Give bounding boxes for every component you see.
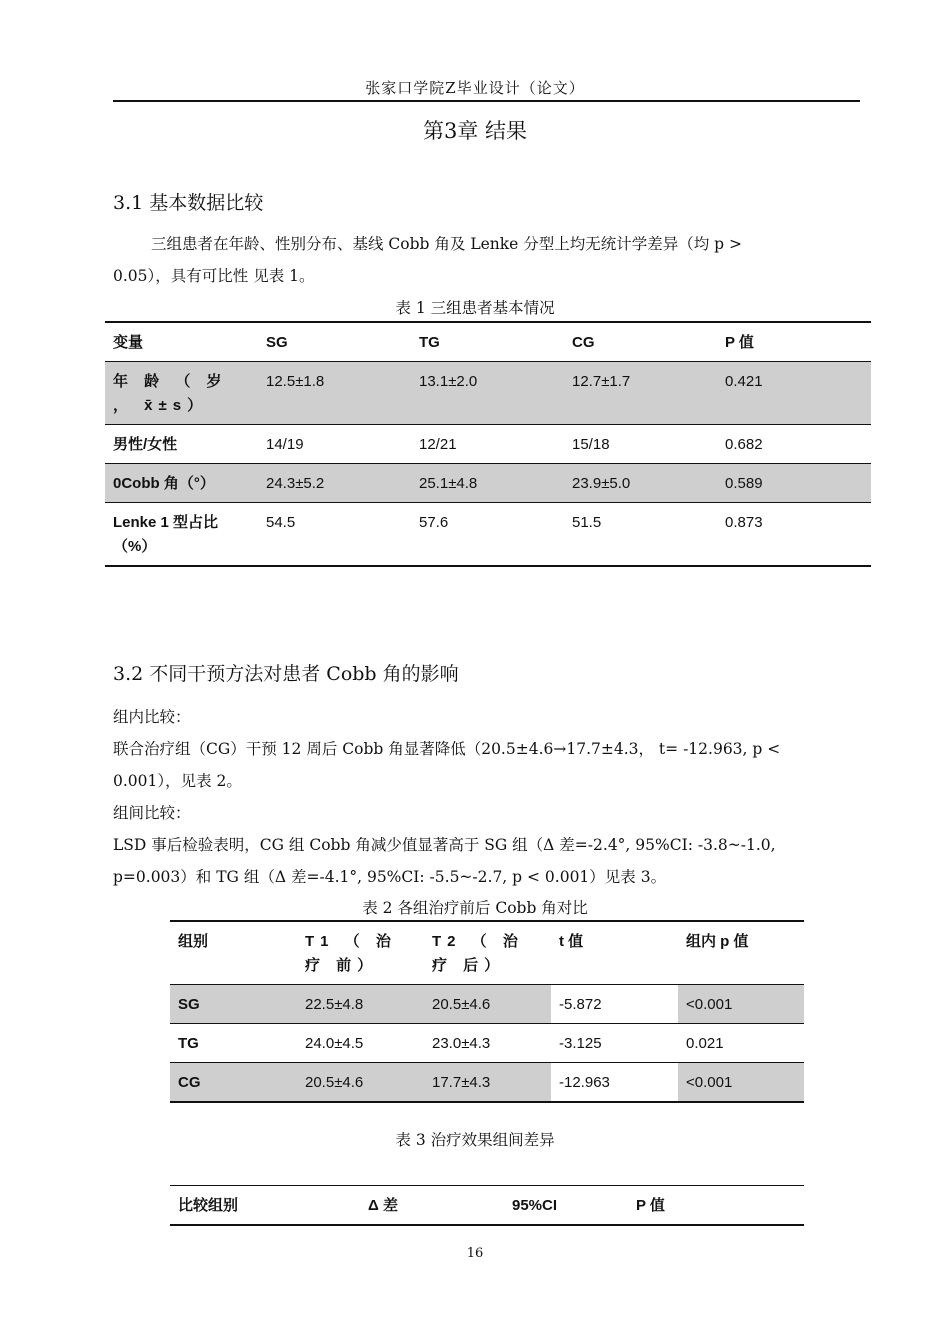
table-cell: 0.873: [717, 503, 871, 567]
table-row: [105, 362, 871, 425]
table-row-label: CG: [170, 1063, 297, 1103]
table1-caption: 表 1 三组患者基本情况: [395, 299, 555, 317]
paragraph-line: p=0.003）和 TG 组（Δ 差=-4.1°, 95%CI: -5.5~-2.7, p < 0.001）见表 3。: [113, 868, 667, 886]
table-row: [105, 425, 871, 464]
table-cell: 12.7±1.7: [564, 362, 717, 425]
table-cell: <0.001: [678, 985, 804, 1024]
table-cell: 24.3±5.2: [258, 464, 411, 503]
table-cell: 15/18: [564, 425, 717, 464]
chapter-title: 第3章 结果: [422, 119, 528, 143]
table2-caption: 表 2 各组治疗前后 Cobb 角对比: [362, 899, 588, 917]
table-cell: -12.963: [551, 1063, 678, 1103]
table-cell: 0.589: [717, 464, 871, 503]
table-header-cell: Δ 差: [368, 1197, 398, 1214]
table-cell: 17.7±4.3: [424, 1063, 551, 1103]
table-row-label: Lenke 1 型占比（%）: [105, 503, 258, 567]
section-2-body: [113, 701, 861, 893]
table-row: [105, 464, 871, 503]
table-cell: 24.0±4.5: [297, 1024, 424, 1063]
table-cell: 51.5: [564, 503, 717, 567]
section-heading-3-1: 3.1 基本数据比较: [113, 192, 264, 214]
table-header-cell: 变量: [105, 322, 258, 362]
table-cell: 23.0±4.3: [424, 1024, 551, 1063]
table-cell: 12.5±1.8: [258, 362, 411, 425]
table-cell: 22.5±4.8: [297, 985, 424, 1024]
table-row: [170, 1024, 804, 1063]
paragraph-line: LSD 事后检验表明，CG 组 Cobb 角减少值显著高于 SG 组（Δ 差=-2.4°, 95%CI: -3.8~-1.0,: [113, 836, 776, 854]
table3: [170, 1185, 804, 1226]
header-rule: [113, 100, 860, 102]
table-cell: -5.872: [551, 985, 678, 1024]
table-row: [105, 503, 871, 567]
table-cell: 14/19: [258, 425, 411, 464]
intra-group-label: 组内比较：: [113, 708, 191, 726]
table-header-cell: SG: [258, 322, 411, 362]
table-header-cell: t 值: [551, 921, 678, 985]
table-cell: 23.9±5.0: [564, 464, 717, 503]
table-row: [170, 1063, 804, 1103]
paragraph-line: 联合治疗组（CG）干预 12 周后 Cobb 角显著降低（20.5±4.6→17.7±4.3， t= -12.963, p <: [113, 740, 781, 758]
inter-group-label: 组间比较：: [113, 804, 191, 822]
table1: [105, 321, 871, 567]
table-header-cell: P 值: [717, 322, 871, 362]
table-row: [170, 985, 804, 1024]
running-header: 张家口学院Z毕业设计（论文）: [365, 79, 585, 97]
table-cell: 20.5±4.6: [424, 985, 551, 1024]
paragraph-line: 三组患者在年龄、性别分布、基线 Cobb 角及 Lenke 分型上均无统计学差异（均 p >: [151, 235, 743, 253]
table3-caption: 表 3 治疗效果组间差异: [395, 1131, 555, 1149]
table-header-row: [170, 921, 804, 985]
table2: [170, 920, 804, 1103]
table-header-row: [170, 1186, 804, 1226]
table-cell: <0.001: [678, 1063, 804, 1103]
table-row-label: SG: [170, 985, 297, 1024]
table-header-cell: TG: [411, 322, 564, 362]
table-header-cell: CG: [564, 322, 717, 362]
paragraph-line: 0.001），见表 2。: [113, 772, 242, 790]
table-header-cell: P 值: [636, 1197, 665, 1214]
table-cell: 12/21: [411, 425, 564, 464]
table-header-cell: 95%CI: [512, 1197, 558, 1214]
table-header-row: [105, 322, 871, 362]
table-cell: 54.5: [258, 503, 411, 567]
table-cell: 20.5±4.6: [297, 1063, 424, 1103]
table-cell: 25.1±4.8: [411, 464, 564, 503]
table-header-cell: T2 （ 治 疗 后）: [424, 921, 551, 985]
table-cell: 0.682: [717, 425, 871, 464]
table-header-cell: 组内 p 值: [678, 921, 804, 985]
section-1-paragraph: [113, 228, 861, 292]
table-cell: 13.1±2.0: [411, 362, 564, 425]
table-row-label: TG: [170, 1024, 297, 1063]
table-cell: 0.421: [717, 362, 871, 425]
table-row-label: 男性/女性: [105, 425, 258, 464]
paragraph-line: 0.05），具有可比性 见表 1。: [113, 267, 315, 285]
table-cell: 0.021: [678, 1024, 804, 1063]
table-cell: 57.6: [411, 503, 564, 567]
table-header-cell: 比较组别: [178, 1197, 239, 1214]
section-heading-3-2: 3.2 不同干预方法对患者 Cobb 角的影响: [113, 663, 459, 685]
table-header-cell: 组别: [170, 921, 297, 985]
table-header-cell: T1 （ 治 疗 前）: [297, 921, 424, 985]
table-cell: -3.125: [551, 1024, 678, 1063]
page-number: 16: [466, 1246, 484, 1261]
table-row-label: 年 龄 （ 岁 ， x̄±s）: [105, 362, 258, 425]
table-row-label: 0Cobb 角（°）: [105, 464, 258, 503]
